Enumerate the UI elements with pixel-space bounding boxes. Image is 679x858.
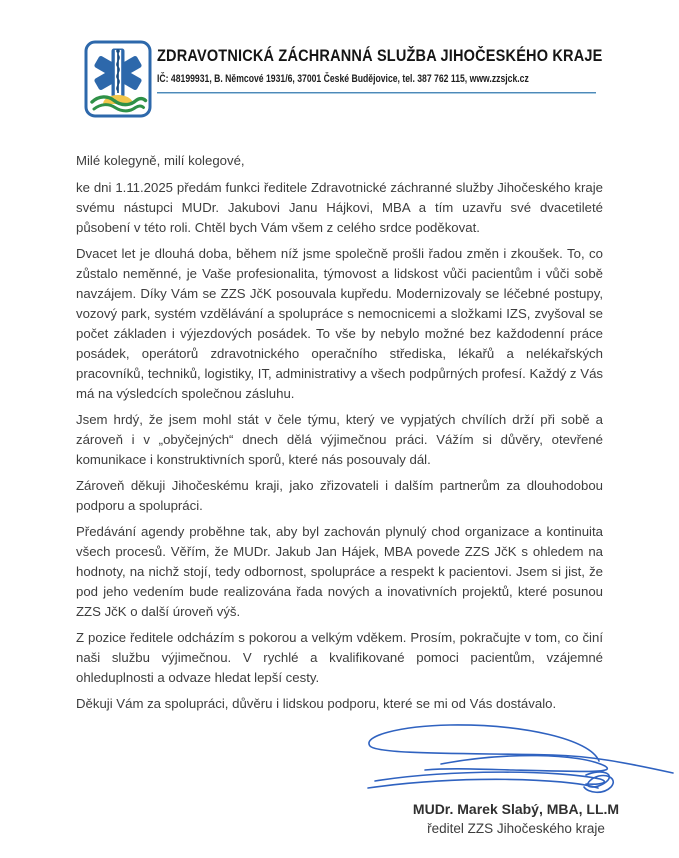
- paragraph-twenty-years: Dvacet let je dlouhá doba, během níž jsme společně prošli řadou změn i zkoušek. To, co zůstalo neměnné, je Vaše profesionalita, týmovost a lidskost vůči pacientům i vůči sobě navzájem. Díky Vám se ZZS JčK posouvala kupředu. Modernizovaly se léčebné postupy, vozový park, systém vzdělávání a spolupráce s nemocnicemi a složkami IZS, zvyšoval se počet základen i výjezdových posádek. To vše by nebylo možné bez každodenní práce posádek, operátorů zdravotnického operačního střediska, lékařů a nelékařských pracovníků, techniků, logistiky, IT, administrativy a všech podpůrných profesí. Každý z Vás má na výsledcích společnou zásluhu.: [76, 246, 603, 401]
- signature-block: [355, 720, 677, 836]
- paragraph-farewell: Z pozice ředitele odcházím s pokorou a velkým vděkem. Prosím, pokračujte v tom, co činí naši službu výjimečnou. V rychlé a kvalifikované pomoci pacientům, vzájemné ohleduplnosti a odvaze hledat lepší cesty.: [76, 630, 603, 685]
- paragraph-agenda: Předávání agendy proběhne tak, aby byl zachován plynulý chod organizace a kontinuita všech procesů. Věřím, že MUDr. Jakub Jan Hájek, MBA povede ZZS JčK s ohledem na hodnoty, na nichž stojí, tedy odbornost, spolupráce a respekt k pacientovi. Jsem si jist, že pod jeho vedením bude realizována řada nových a inovativních projektů, které posunou ZZS JčK o další úroveň výš.: [76, 524, 603, 619]
- letterhead-divider: [157, 92, 596, 94]
- handwritten-signature: [355, 720, 677, 798]
- signatory-title: ředitel ZZS Jihočeského kraje: [427, 821, 605, 836]
- zzs-logo: [84, 40, 152, 118]
- star-of-life-icon: [84, 40, 152, 118]
- paragraph-closing-thanks: Děkuji Vám za spolupráci, důvěru i lidskou podporu, které se mi od Vás dostávalo.: [76, 696, 557, 711]
- salutation: Milé kolegyně, milí kolegové,: [76, 153, 245, 168]
- org-name: ZDRAVOTNICKÁ ZÁCHRANNÁ SLUŽBA JIHOČESKÉHO KRAJE: [157, 47, 603, 65]
- signatory-name: MUDr. Marek Slabý, MBA, LL.M: [412, 801, 620, 817]
- paragraph-proud: Jsem hrdý, že jsem mohl stát v čele týmu, který ve vypjatých chvílích drží při sobě a zároveň i v „obyčejných“ dnech dělá výjimečnou práci. Vážím si důvěry, otevřené komunikace i konstruktivních sporů, které nás posouvaly dál.: [76, 412, 603, 467]
- letter-body: [76, 151, 620, 836]
- paragraph-handover: ke dni 1.11.2025 předám funkci ředitele Zdravotnické záchranné služby Jihočeského kraje svému nástupci MUDr. Jakubovi Janu Hájkovi, MBA a tím uzavřu své dvacetileté působení v této roli. Chtěl bych Vám všem z celého srdce poděkovat.: [76, 180, 603, 235]
- paragraph-thanks-region: Zároveň děkuji Jihočeskému kraji, jako zřizovateli i dalším partnerům za dlouhodobou podporu a spolupráci.: [76, 478, 603, 513]
- org-info: IČ: 48199931, B. Němcové 1931/6, 37001 České Budějovice, tel. 387 762 115, www.zzsjck.cz: [157, 73, 529, 85]
